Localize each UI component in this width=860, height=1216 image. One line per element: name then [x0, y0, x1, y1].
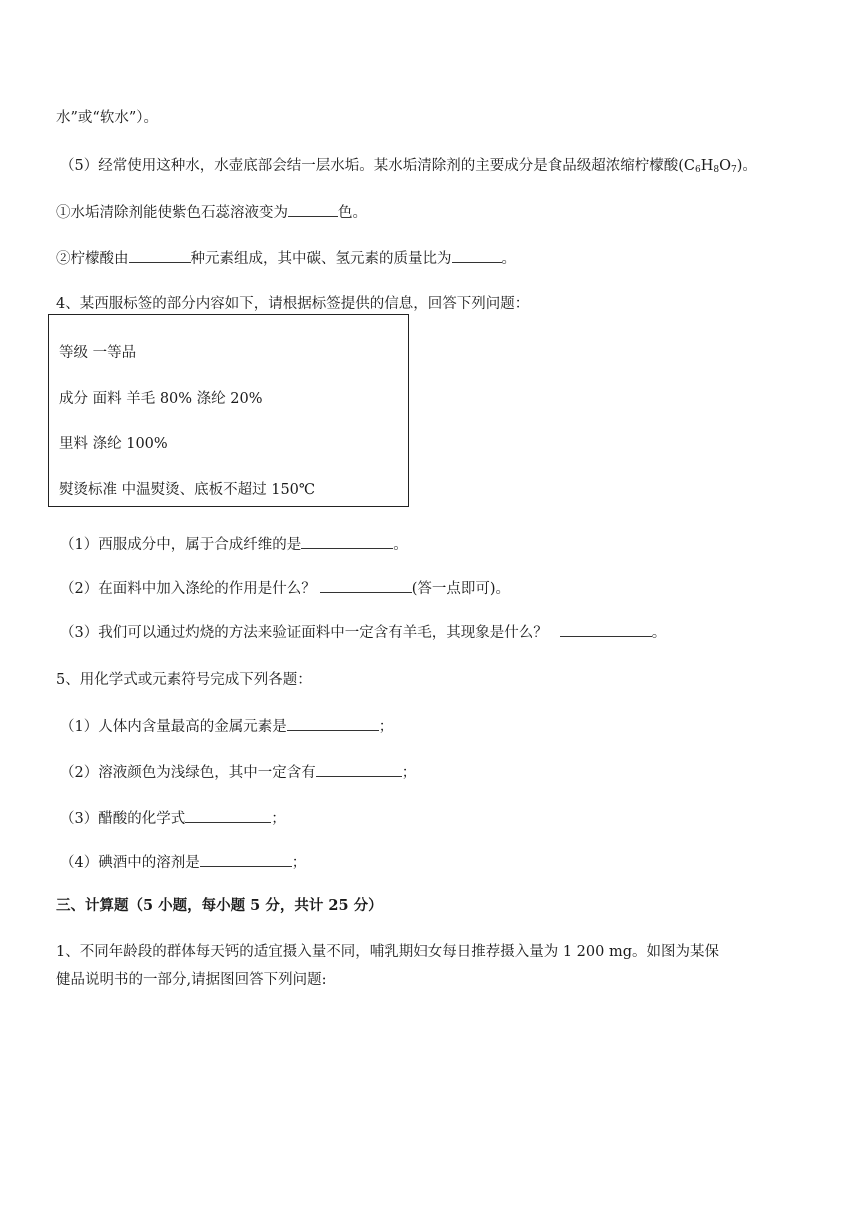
answer-blank[interactable]: [129, 248, 191, 263]
continued-text: 水”或“软水”）。: [56, 110, 158, 126]
answer-blank[interactable]: [301, 534, 393, 549]
q4-part-3: （3）我们可以通过灼烧的方法来验证面料中一定含有羊毛，其现象是什么？ 。: [60, 622, 666, 643]
label-composition: 成分 面料 羊毛 80% 涤纶 20%: [59, 391, 263, 407]
section-3-heading: 三、计算题（5 小题，每小题 5 分，共计 25 分）: [56, 897, 383, 914]
answer-blank[interactable]: [316, 762, 402, 777]
sub-question-2: ②柠檬酸由 种元素组成，其中碳、氢元素的质量比为 。: [56, 248, 516, 269]
answer-blank[interactable]: [320, 578, 412, 593]
calc-q1-line-1: 1、不同年龄段的群体每天钙的适宜摄入量不同，哺乳期妇女每日推荐摄入量为 1 200 mg。如图为某保: [56, 944, 719, 960]
garment-label-box: [48, 314, 409, 507]
label-grade: 等级 一等品: [59, 345, 137, 361]
q5-part-1: （1）人体内含量最高的金属元素是 ；: [60, 716, 393, 737]
q4-stem: 4、某西服标签的部分内容如下，请根据标签提供的信息，回答下列问题：: [56, 296, 530, 312]
q5-part-2: （2）溶液颜色为浅绿色，其中一定含有 ；: [60, 762, 416, 783]
q5-part-4: （4）碘酒中的溶剂是 ；: [60, 852, 306, 873]
answer-blank[interactable]: [200, 852, 292, 867]
sub-question-1: ①水垢清除剂能使紫色石蕊溶液变为 色。: [56, 202, 367, 223]
q4-part-2: （2）在面料中加入涤纶的作用是什么？ (答一点即可)。: [60, 578, 510, 599]
answer-blank[interactable]: [288, 202, 338, 217]
answer-blank[interactable]: [452, 248, 502, 263]
q4-part-1: （1）西服成分中，属于合成纤维的是 。: [60, 534, 408, 555]
q5-stem: （5）经常使用这种水，水壶底部会结一层水垢。某水垢清除剂的主要成分是食品级超浓缩柠檬酸$(C_6H_8O_7)$。: [60, 158, 757, 175]
answer-blank[interactable]: [560, 622, 652, 637]
calc-q1-line-2: 健品说明书的一部分,请据图回答下列问题:: [56, 972, 327, 988]
label-ironing: 熨烫标准 中温熨烫、底板不超过 150℃: [59, 482, 316, 498]
q5-part-3: （3）醋酸的化学式 ；: [60, 808, 286, 829]
answer-blank[interactable]: [185, 808, 271, 823]
label-lining: 里料 涤纶 100%: [59, 436, 168, 452]
answer-blank[interactable]: [287, 716, 379, 731]
q5-stem: 5、用化学式或元素符号完成下列各题：: [56, 672, 312, 688]
